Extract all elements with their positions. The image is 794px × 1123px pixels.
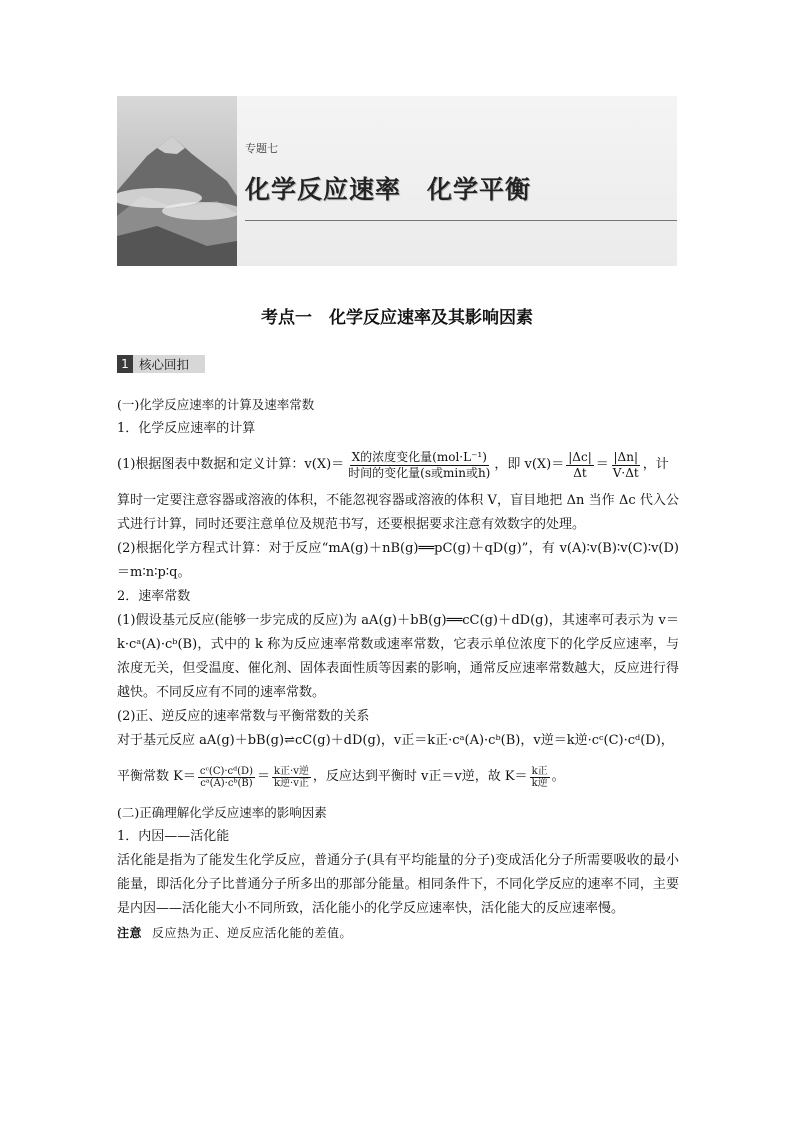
- frac-denominator: 时间的变化量(s或min或h): [348, 465, 491, 480]
- formula-equals: ＝: [256, 769, 270, 784]
- fraction-k-v: [272, 766, 311, 789]
- formula-prefix: (1)根据图表中数据和定义计算：v(X)＝: [117, 457, 345, 472]
- frac-numerator: cᶜ(C)·cᵈ(D): [199, 765, 253, 777]
- fraction-k-ratio: [530, 766, 550, 789]
- frac-denominator: Δt: [573, 465, 587, 480]
- note-label: 注意: [117, 926, 143, 940]
- fraction-concentrations: [198, 766, 255, 789]
- formula-suffix: 。: [551, 769, 565, 784]
- frac-denominator: V·Δt: [612, 465, 639, 480]
- fraction-concentration: [346, 450, 492, 481]
- paragraph-rate-constant: (1)假设基元反应(能够一步完成的反应)为 aA(g)＋bB(g)══cC(g)＋dD(g)，其速率可表示为 v＝k·cᵃ(A)·cᵇ(B)，式中的 k 称为反应速率常数或速率常数，它表示单位浓度下的化学反应速率，与浓度无关，但受温度、催化剂、固体表面性质等因素的影响，通常反应速率常数越大，反应进行得越快。不同反应有不同的速率常数。: [117, 613, 679, 700]
- note: [117, 921, 679, 945]
- paragraph-volume-note: 算时一定要注意容器或溶液的体积，不能忽视容器或溶液的体积 V，盲目地把 Δn 当作 Δc 代入公式进行计算，同时还要注意单位及规范书写，还要根据要求注意有效数字的处理。: [117, 493, 679, 532]
- frac-numerator: k正·v逆: [274, 765, 309, 777]
- frac-denominator: k逆·v正: [274, 777, 309, 789]
- formula-mid: ，反应达到平衡时 v正＝v逆，故 K＝: [312, 769, 528, 784]
- frac-numerator: k正: [531, 765, 548, 777]
- tag-number: 1: [117, 355, 133, 373]
- paragraph-equation-calc: (2)根据化学方程式计算：对于反应“mA(g)＋nB(g)══pC(g)＋qD(g)”，有 v(A)∶v(B)∶v(C)∶v(D)＝m∶n∶p∶q。: [117, 541, 679, 580]
- equilibrium-formula: [117, 753, 679, 801]
- main-content: [117, 393, 679, 945]
- sub2-heading: 2．速率常数: [117, 589, 191, 604]
- frac-numerator: |Δn|: [613, 449, 638, 464]
- formula-equals: ＝: [595, 457, 609, 472]
- fraction-dn-vdt: [611, 450, 641, 481]
- section-title: 考点一 化学反应速率及其影响因素: [261, 308, 533, 328]
- sub1-heading: 1．化学反应速率的计算: [117, 421, 256, 436]
- frac-denominator: cᵃ(A)·cᵇ(B): [200, 777, 253, 789]
- frac-numerator: |Δc|: [568, 449, 592, 464]
- chapter-title: 化学反应速率 化学平衡: [245, 175, 532, 204]
- paragraph-activation-energy: 活化能是指为了能发生化学反应，普通分子(具有平均能量的分子)变成活化分子所需要吸收的最小能量，即活化分子比普通分子所多出的那部分能量。相同条件下，不同化学反应的速率不同，主要是内因——活化能大小不同所致，活化能小的化学反应速率快，活化能大的反应速率慢。: [117, 853, 679, 916]
- chapter-subtitle: 专题七: [245, 142, 278, 155]
- paragraph-elementary-reaction: 对于基元反应 aA(g)＋bB(g)⇌cC(g)＋dD(g)，v正＝k正·cᵃ(A)·cᵇ(B)，v逆＝k逆·cᶜ(C)·cᵈ(D)，: [117, 733, 674, 748]
- sub3-heading: 1．内因——活化能: [117, 829, 230, 844]
- part2-heading: (二)正确理解化学反应速率的影响因素: [117, 805, 327, 820]
- frac-numerator: X的浓度变化量(mol·L⁻¹): [351, 449, 487, 464]
- frac-denominator: k逆: [531, 777, 548, 789]
- formula-suffix: ，计: [642, 457, 669, 472]
- tag-label: 核心回扣: [139, 357, 190, 372]
- part1-heading: (一)化学反应速率的计算及速率常数: [117, 397, 315, 412]
- fraction-dc-dt: [566, 450, 593, 481]
- section-tag: [117, 355, 205, 373]
- rate-formula: [117, 441, 679, 489]
- formula-prefix: 平衡常数 K＝: [117, 769, 196, 784]
- formula-mid: ，即 v(X)＝: [494, 457, 565, 472]
- banner-divider: [245, 220, 677, 221]
- note-text: 反应热为正、逆反应活化能的差值。: [152, 926, 353, 940]
- chapter-banner: [117, 96, 677, 266]
- mountain-illustration: [117, 96, 237, 266]
- paragraph-k-relation-heading: (2)正、逆反应的速率常数与平衡常数的关系: [117, 709, 370, 724]
